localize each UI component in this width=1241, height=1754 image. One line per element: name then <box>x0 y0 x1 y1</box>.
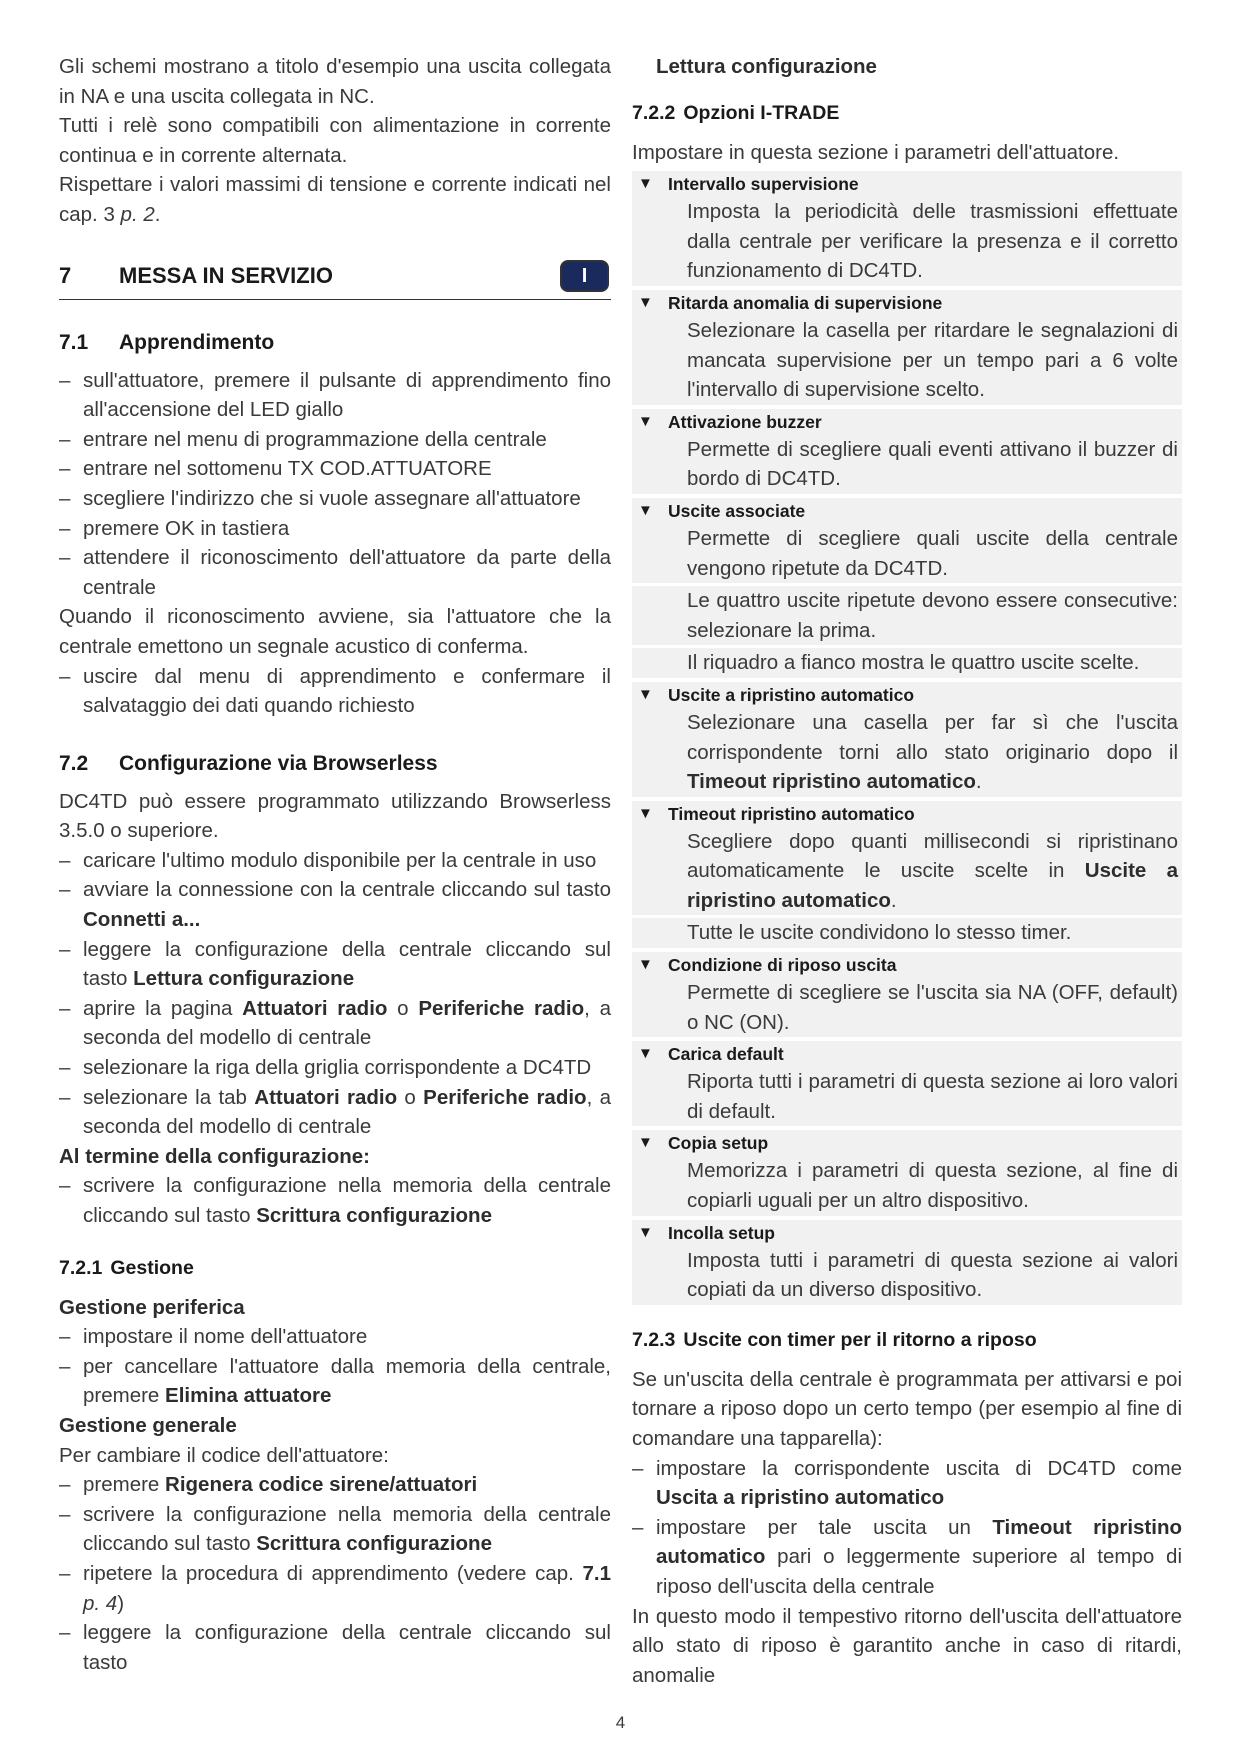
section-7-1-heading: 7.1 Apprendimento <box>59 330 275 354</box>
list-item: – per cancellare l'attuatore dalla memoria della centrale, premere Elimina attuatore <box>59 1352 611 1411</box>
list-item: – entrare nel sottomenu TX COD.ATTUATORE <box>59 454 611 484</box>
read-config-continuation: Lettura configurazione <box>656 55 877 78</box>
list-item: – scrivere la configurazione nella memoria della centrale cliccando sul tasto Scrittura configurazione <box>59 1171 611 1230</box>
triangle-down-icon: ▼ <box>638 501 653 519</box>
chapter-ref[interactable]: 7.1 <box>582 1561 611 1585</box>
learning-steps-list <box>59 366 611 603</box>
intro-line-2: Tutti i relè sono compatibili con alimentazione in corrente continua e in corrente alternata. <box>59 114 611 167</box>
option-title: Attivazione buzzer <box>668 411 822 432</box>
option-block <box>632 1041 1182 1126</box>
section-7-number: 7 <box>59 263 72 289</box>
right-column <box>632 52 1182 1690</box>
general-management-label: Gestione generale <box>59 1413 237 1437</box>
end-config-label: Al termine della configurazione: <box>59 1144 370 1168</box>
list-item: – avviare la connessione con la centrale cliccando sul tasto Connetti a... <box>59 875 611 934</box>
intro-line-3: Rispettare i valori massimi di tensione e corrente indicati nel cap. 3 p. 2. <box>59 173 611 226</box>
option-title: Timeout ripristino automatico <box>668 803 915 824</box>
list-item: – premere Rigenera codice sirene/attuatori <box>59 1470 611 1500</box>
list-item: – impostare il nome dell'attuatore <box>59 1322 611 1352</box>
option-description: Selezionare la casella per ritardare le segnalazioni di mancata supervisione per un tempo pari a 6 volte l'intervallo di supervisione scelto. <box>687 318 1178 402</box>
browserless-steps-list <box>59 846 611 1142</box>
option-description: Imposta la periodicità delle trasmissioni effettuate dalla centrale per verificare la presenza e il corretto funzionamento di DC4TD. <box>687 200 1178 283</box>
section-7-heading <box>59 254 611 300</box>
option-description: Permette di scegliere quali uscite della centrale vengono ripetute da DC4TD. <box>687 526 1178 580</box>
section-7-2-3-heading: 7.2.3 Uscite con timer per il ritorno a riposo <box>632 1328 1037 1351</box>
learning-exit-list <box>59 662 611 721</box>
list-item: – attendere il riconoscimento dell'attuatore da parte della centrale <box>59 543 611 602</box>
option-block <box>632 171 1182 286</box>
option-note: Il riquadro a fianco mostra le quattro uscite scelte. <box>632 648 1182 678</box>
option-description: Scegliere dopo quanti millisecondi si ripristinano automaticamente le uscite scelte in Uscite a ripristino automatico. <box>687 829 1178 912</box>
list-item: – aprire la pagina Attuatori radio o Periferiche radio, a seconda del modello di centrale <box>59 994 611 1053</box>
option-block <box>632 290 1182 405</box>
section-7-2-2-heading: 7.2.2 Opzioni I-TRADE <box>632 101 840 124</box>
peripheral-management-label: Gestione periferica <box>59 1295 245 1319</box>
option-title: Carica default <box>668 1044 784 1065</box>
option-note: Le quattro uscite ripetute devono essere consecutive: selezionare la prima. <box>632 586 1182 645</box>
browserless-paragraph: DC4TD può essere programmato utilizzando Browserless 3.5.0 o superiore. <box>59 789 611 843</box>
option-block <box>632 409 1182 494</box>
end-config-list <box>59 1171 611 1230</box>
option-description: Memorizza i parametri di questa sezione, al fine di copiarli uguali per un altro dispositivo. <box>687 1159 1178 1213</box>
timer-steps-list <box>632 1454 1182 1602</box>
list-item: – leggere la configurazione della centrale cliccando sul tasto <box>59 1618 611 1677</box>
triangle-down-icon: ▼ <box>638 804 653 822</box>
option-title: Uscite associate <box>668 500 806 521</box>
section-7-2-1-heading: 7.2.1 Gestione <box>59 1256 194 1279</box>
option-description: Riporta tutti i parametri di questa sezione ai loro valori di default. <box>687 1070 1178 1123</box>
triangle-down-icon: ▼ <box>638 412 653 430</box>
option-block <box>632 498 1182 583</box>
option-title: Intervallo supervisione <box>668 174 859 195</box>
option-title: Ritarda anomalia di supervisione <box>668 292 943 313</box>
itrade-paragraph: Impostare in questa sezione i parametri dell'attuatore. <box>632 140 1120 164</box>
option-title: Uscite a ripristino automatico <box>668 684 915 705</box>
intro-line-1: Gli schemi mostrano a titolo d'esempio una uscita collegata in NA e una uscita collegata in NC. <box>59 55 611 108</box>
triangle-down-icon: ▼ <box>638 1045 653 1063</box>
triangle-down-icon: ▼ <box>638 293 653 311</box>
list-item: – caricare l'ultimo modulo disponibile per la centrale in uso <box>59 846 611 876</box>
list-item: – impostare per tale uscita un Timeout ripristino automatico pari o leggermente superiore al tempo di riposo dell'uscita della centrale <box>632 1513 1182 1602</box>
option-description: Permette di scegliere se l'uscita sia NA (OFF, default) o NC (ON). <box>687 981 1178 1034</box>
option-title: Incolla setup <box>668 1222 775 1243</box>
list-item: – entrare nel menu di programmazione della centrale <box>59 425 611 455</box>
page-ref[interactable]: p. 2 <box>120 202 155 226</box>
timer-paragraph: Se un'uscita della centrale è programmata per attivarsi e poi tornare a riposo dopo un certo tempo (per esempio al fine di comandare una tapparella): <box>632 1367 1182 1450</box>
option-block <box>632 1220 1182 1305</box>
general-management-paragraph: Per cambiare il codice dell'attuatore: <box>59 1443 389 1467</box>
general-management-list <box>59 1470 611 1677</box>
page-number: 4 <box>615 1713 626 1732</box>
list-item: – sull'attuatore, premere il pulsante di apprendimento fino all'accensione del LED giallo <box>59 366 611 425</box>
list-item: – impostare la corrispondente uscita di DC4TD come Uscita a ripristino automatico <box>632 1454 1182 1513</box>
language-badge: I <box>560 260 609 292</box>
option-title: Copia setup <box>668 1133 769 1154</box>
list-item: – selezionare la tab Attuatori radio o Periferiche radio, a seconda del modello di centrale <box>59 1083 611 1142</box>
option-block <box>632 801 1182 916</box>
triangle-down-icon: ▼ <box>638 685 653 703</box>
list-item: – premere OK in tastiera <box>59 514 611 544</box>
option-block <box>632 952 1182 1037</box>
option-note: Tutte le uscite condividono lo stesso timer. <box>632 918 1182 948</box>
peripheral-management-list <box>59 1322 611 1411</box>
option-block <box>632 1130 1182 1215</box>
triangle-down-icon: ▼ <box>638 1134 653 1152</box>
option-description: Selezionare una casella per far sì che l'uscita corrispondente torni allo stato originario dopo il Timeout ripristino automatico. <box>687 710 1178 794</box>
list-item: – leggere la configurazione della centrale cliccando sul tasto Lettura configurazione <box>59 935 611 994</box>
triangle-down-icon: ▼ <box>638 1223 653 1241</box>
list-item: – scrivere la configurazione nella memoria della centrale cliccando sul tasto Scrittura configurazione <box>59 1500 611 1559</box>
list-item: – scegliere l'indirizzo che si vuole assegnare all'attuatore <box>59 484 611 514</box>
section-7-title: MESSA IN SERVIZIO <box>119 263 333 289</box>
section-7-2-heading: 7.2 Configurazione via Browserless <box>59 751 438 775</box>
option-description: Permette di scegliere quali eventi attivano il buzzer di bordo di DC4TD. <box>687 437 1178 491</box>
left-column <box>59 52 611 1677</box>
triangle-down-icon: ▼ <box>638 175 653 193</box>
triangle-down-icon: ▼ <box>638 956 653 974</box>
option-block <box>632 682 1182 797</box>
timer-conclusion: In questo modo il tempestivo ritorno dell'uscita dell'attuatore allo stato di riposo è garantito anche in caso di ritardi, anomalie <box>632 1604 1182 1687</box>
list-item: – selezionare la riga della griglia corrispondente a DC4TD <box>59 1053 611 1083</box>
list-item: – uscire dal menu di apprendimento e confermare il salvataggio dei dati quando richiesto <box>59 662 611 721</box>
learning-paragraph: Quando il riconoscimento avviene, sia l'attuatore che la centrale emettono un segnale acustico di conferma. <box>59 605 611 658</box>
list-item: – ripetere la procedura di apprendimento (vedere cap. 7.1 p. 4) <box>59 1559 611 1618</box>
option-title: Condizione di riposo uscita <box>668 955 897 976</box>
option-description: Imposta tutti i parametri di questa sezione ai valori copiati da un diverso dispositivo. <box>687 1248 1178 1302</box>
page-ref[interactable]: p. 4 <box>83 1591 118 1615</box>
